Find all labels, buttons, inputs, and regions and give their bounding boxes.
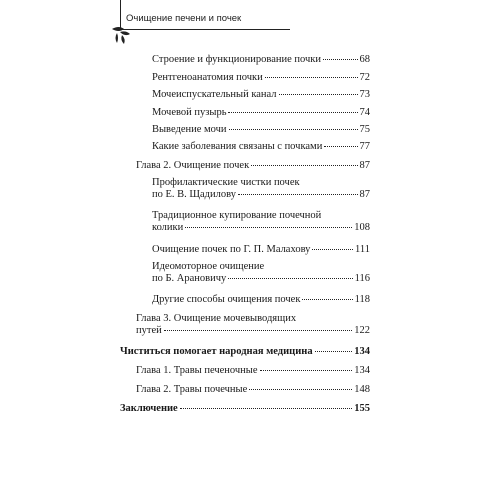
toc-entry-title: Глава 2. Очищение почек: [136, 160, 250, 171]
toc-entry-title: Очищение почек по Г. П. Малахову: [152, 244, 311, 255]
toc-entry-page: 77: [359, 141, 370, 152]
toc-entry-title: по Е. В. Щадилову: [152, 189, 236, 200]
toc-entry-title: Рентгеноанатомия почки: [152, 72, 263, 83]
toc-entry-page: 75: [359, 124, 370, 135]
toc-entry-title-line1: Традиционное купирование почечной: [152, 210, 322, 221]
toc-entry-title: Заключение: [120, 403, 178, 414]
leader-dots: [164, 330, 353, 331]
toc-entry-page: 87: [359, 160, 370, 171]
leader-dots: [238, 194, 358, 195]
toc-entry-page: 134: [354, 365, 370, 376]
leader-dots: [228, 278, 352, 279]
toc-entry: [152, 54, 370, 66]
toc-entry: [152, 72, 370, 84]
toc-entry-page: 116: [354, 273, 370, 284]
toc-entry-title: Чиститься помогает народная медицина: [120, 346, 313, 357]
toc-chapter-entry: [136, 313, 370, 337]
toc-entry: [152, 89, 370, 101]
toc-entry: [152, 210, 370, 234]
toc-part-entry: [120, 403, 370, 415]
toc-entry-page: 72: [359, 72, 370, 83]
toc-entry-page: 108: [354, 222, 370, 233]
leader-dots: [323, 59, 358, 60]
toc-entry-title: Мочеиспускательный канал: [152, 89, 277, 100]
toc-entry-title: Другие способы очищения почек: [152, 294, 301, 305]
toc-entry: [152, 244, 370, 256]
toc-entry: [152, 107, 370, 119]
toc-entry: [152, 124, 370, 136]
toc-entry: [152, 294, 370, 306]
toc-entry: [152, 141, 370, 153]
toc-chapter-entry: [136, 160, 370, 172]
leader-dots: [265, 77, 358, 78]
toc-entry-page: 87: [359, 189, 370, 200]
toc-entry-title: Выведение мочи: [152, 124, 227, 135]
toc-entry-title: колики: [152, 222, 184, 233]
toc-entry-title-line1: Идеомоторное очищение: [152, 261, 265, 272]
leader-dots: [249, 389, 352, 390]
toc-entry-page: 148: [354, 384, 370, 395]
leader-dots: [302, 299, 352, 300]
toc-entry-page: 68: [359, 54, 370, 65]
leader-dots: [185, 227, 352, 228]
toc-entry-title: путей: [136, 325, 162, 336]
toc-entry-page: 73: [359, 89, 370, 100]
toc-entry-title: Глава 2. Травы почечные: [136, 384, 248, 395]
toc-entry-page: 122: [354, 325, 370, 336]
toc-entry-title-line1: Профилактические чистки почек: [152, 177, 300, 188]
toc-entry: [152, 177, 370, 201]
leader-dots: [251, 165, 357, 166]
toc-entry-page: 118: [354, 294, 370, 305]
toc-chapter-entry: [136, 365, 370, 377]
toc-entry: [152, 261, 370, 285]
leader-dots: [228, 112, 357, 113]
toc-entry-page: 134: [354, 346, 370, 357]
toc-entry-title-line1: Глава 3. Очищение мочевыводящих: [136, 313, 297, 324]
leader-dots: [315, 351, 353, 352]
running-head-title: Очищение печени и почек: [126, 13, 242, 24]
toc-entry-page: 111: [355, 244, 370, 255]
toc-entry-title: Глава 1. Травы печеночные: [136, 365, 258, 376]
toc-part-entry: [120, 346, 370, 358]
leader-dots: [180, 408, 353, 409]
leader-dots: [324, 146, 357, 147]
leader-dots: [279, 94, 358, 95]
toc-entry-title: Строение и функционирование почки: [152, 54, 321, 65]
toc-entry-page: 74: [359, 107, 370, 118]
toc-chapter-entry: [136, 384, 370, 396]
leader-dots: [260, 370, 353, 371]
toc-entry-title: Какие заболевания связаны с почками: [152, 141, 323, 152]
leader-dots: [229, 129, 358, 130]
toc-entry-page: 155: [354, 403, 370, 414]
toc-entry-title: Мочевой пузырь: [152, 107, 227, 118]
toc-entry-title: по Б. Арановичу: [152, 273, 227, 284]
leader-dots: [312, 249, 353, 250]
